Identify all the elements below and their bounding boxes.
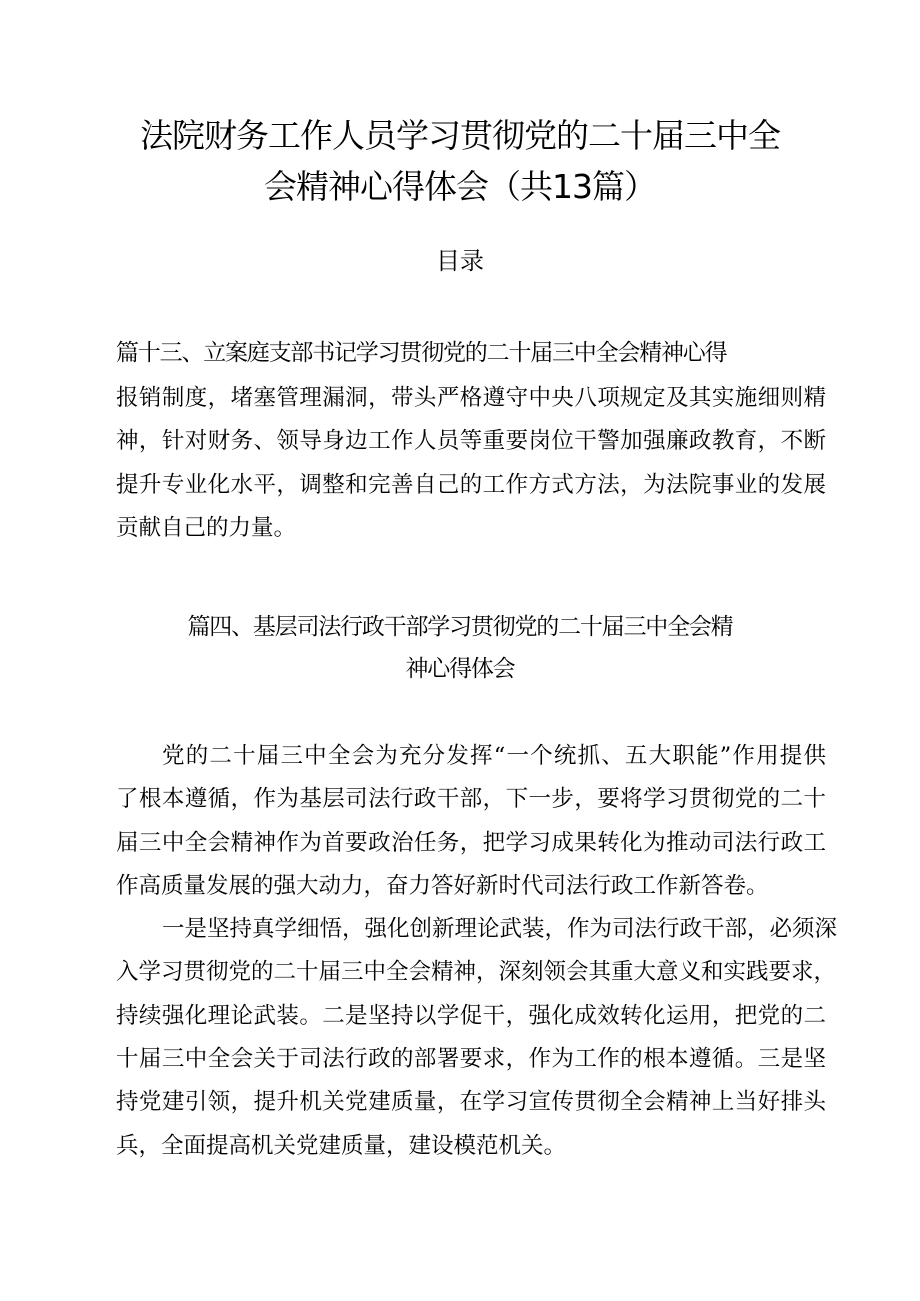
section-title-line-1: 篇四、基层司法行政干部学习贯彻党的二十届三中全会精 (187, 614, 733, 640)
paragraph-line: 入学习贯彻党的二十届三中全会精神，深刻领会其重大意义和实践要求， (116, 959, 837, 985)
paragraph-line: 持党建引领，提升机关党建质量，在学习宣传贯彻全会精神上当好排头 (116, 1089, 826, 1115)
fragment-line: 贡献自己的力量。 (116, 515, 297, 541)
paragraph-line: 兵，全面提高机关党建质量，建设模范机关。 (116, 1133, 567, 1159)
fragment-line: 报销制度，堵塞管理漏洞，带头严格遵守中央八项规定及其实施细则精 (116, 385, 826, 411)
toc-heading: 目录 (436, 247, 484, 275)
paragraph-line: 了根本遵循，作为基层司法行政干部，下一步，要将学习贯彻党的二十 (116, 786, 826, 812)
section-title-line-2: 神心得体会 (405, 656, 515, 682)
fragment-line: 神，针对财务、领导身边工作人员等重要岗位干警加强廉政教育，不断 (116, 428, 826, 454)
fragment-line: 提升专业化水平，调整和完善自己的工作方式方法，为法院事业的发展 (116, 472, 826, 498)
paragraph-line: 党的二十届三中全会为充分发挥“一个统抓、五大职能”作用提供 (162, 743, 826, 769)
document-title-line-2: 会精神心得体会（共13篇） (264, 167, 656, 206)
document-title-line-1: 法院财务工作人员学习贯彻党的二十届三中全 (140, 116, 780, 155)
paragraph-line: 一是坚持真学细悟，强化创新理论武装，作为司法行政干部，必须深 (162, 916, 838, 942)
paragraph-line: 届三中全会精神作为首要政治任务，把学习成果转化为推动司法行政工 (116, 830, 826, 856)
paragraph-line: 十届三中全会关于司法行政的部署要求，作为工作的根本遵循。三是坚 (116, 1046, 826, 1072)
paragraph-line: 持续强化理论武装。二是坚持以学促干，强化成效转化运用，把党的二 (116, 1003, 826, 1029)
toc-entry: 篇十三、立案庭支部书记学习贯彻党的二十届三中全会精神心得 (116, 340, 727, 366)
paragraph-line: 作高质量发展的强大动力，奋力答好新时代司法行政工作新答卷。 (116, 873, 769, 899)
